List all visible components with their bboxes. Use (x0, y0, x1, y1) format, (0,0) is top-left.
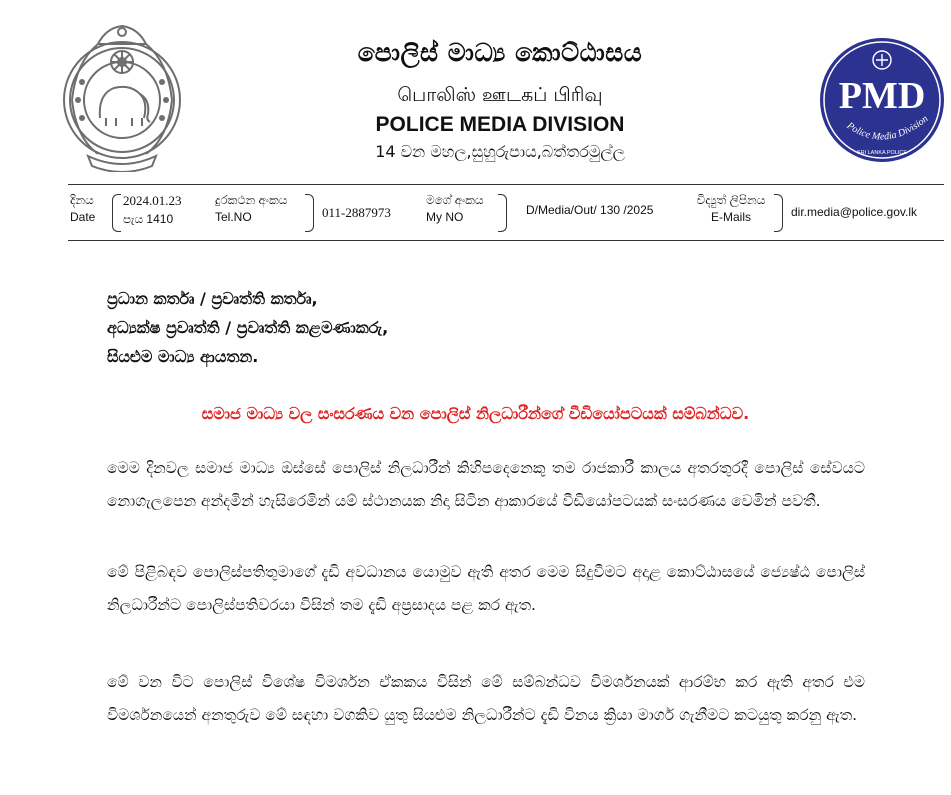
date-label: දිනය Date (70, 193, 96, 225)
tel-label: දුරකථන අංකය Tel.NO (215, 193, 288, 225)
addressee-line: සියළුම මාධ්‍ය ආයතන. (107, 347, 259, 366)
office-address: 14 වන මහල,සුහුරුපාය,බත්තරමුල්ල (375, 142, 625, 161)
email-brace (774, 194, 783, 232)
pmd-logo-arc-text: Police Media Division (844, 113, 931, 143)
pmd-logo (818, 36, 948, 166)
office-title-english: POLICE MEDIA DIVISION (375, 113, 625, 136)
tel-value: 011-2887973 (322, 205, 391, 220)
body-paragraph: මේ පිළිබඳව පොලිස්පතිතුමාගේ දැඩි අවධානය යොමුව ඇති අතර මෙම සිදුවීමට අදාළ කොට්ඨාසයේ ජ්‍යෙෂ්ඨ පොලිස් නිලධාරීන්ට පොලිස්පතිවරයා විසින් තම දැඩි අප්‍රසාදය පළ කර ඇත. (107, 563, 865, 614)
email-label: විද්‍යුත් ලිපිනය E-Mails (696, 193, 766, 225)
date-value: 2024.01.23 (123, 193, 182, 208)
office-title-tamil: பொலிஸ் ஊடகப் பிரிவு (397, 84, 603, 106)
header-divider-bottom (68, 240, 944, 241)
time-value: පැය 1410 (123, 211, 174, 226)
body-paragraph: මෙම දිනවල සමාජ මාධ්‍ය ඔස්සේ පොලිස් නිලධාරීන් කිහිපදෙනෙකු තම රාජකාරී කාලය අතරතුරදී පොලිස් සේවයට නොගැලපෙන අන්දමින් හැසිරෙමින් යම් ස්ථානයක නිදා සිටින ආකාරයේ වීඩියෝපටයක් සංසරණය වෙමින් පවතී. (107, 459, 865, 510)
office-title-sinhala: පොලිස් මාධ්‍ය කොට්ඨාසය (357, 38, 643, 67)
my-no-label: මගේ අංකය My NO (426, 193, 484, 225)
date-brace (112, 194, 121, 232)
date-value-group (123, 192, 182, 228)
email-value: dir.media@police.gov.lk (791, 205, 918, 219)
addressee-line: ප්‍රධාන කර්තෘ / ප්‍රවෘත්ති කර්තෘ, (107, 289, 318, 308)
pmd-logo-text: PMD (838, 75, 926, 117)
addressee-line: අධ්‍යක්ෂ ප්‍රවෘත්ති / ප්‍රවෘත්ති කළමණාකරු, (107, 318, 389, 337)
body-paragraph: මේ වන විට පොලිස් විශේෂ විමර්ශන ඒකකය විසින් මේ සම්බන්ධව විමර්ශනයක් ආරම්භ කර ඇති අතර එම විමර්ශනයෙන් අනතුරුව මේ සඳහා වගකිව යුතු සියළුම නිලධාරීන්ට දැඩි විනය ක්‍රියා මාර්ග ගැනීමට කටයුතු කරනු ඇත. (107, 673, 865, 724)
header-divider-top (68, 184, 944, 185)
pmd-logo-sub-text: SRI LANKA POLICE (856, 150, 908, 156)
my-no-brace (498, 194, 507, 232)
letter-subject: සමාජ මාධ්‍ය වල සංසරණය වන පොලිස් නිලධාරීන්ගේ වීඩියෝපටයක් සම්බන්ධව. (201, 404, 750, 423)
my-no-value: D/Media/Out/ 130 /2025 (526, 203, 654, 217)
police-seal-logo (58, 22, 186, 172)
tel-brace (305, 194, 314, 232)
